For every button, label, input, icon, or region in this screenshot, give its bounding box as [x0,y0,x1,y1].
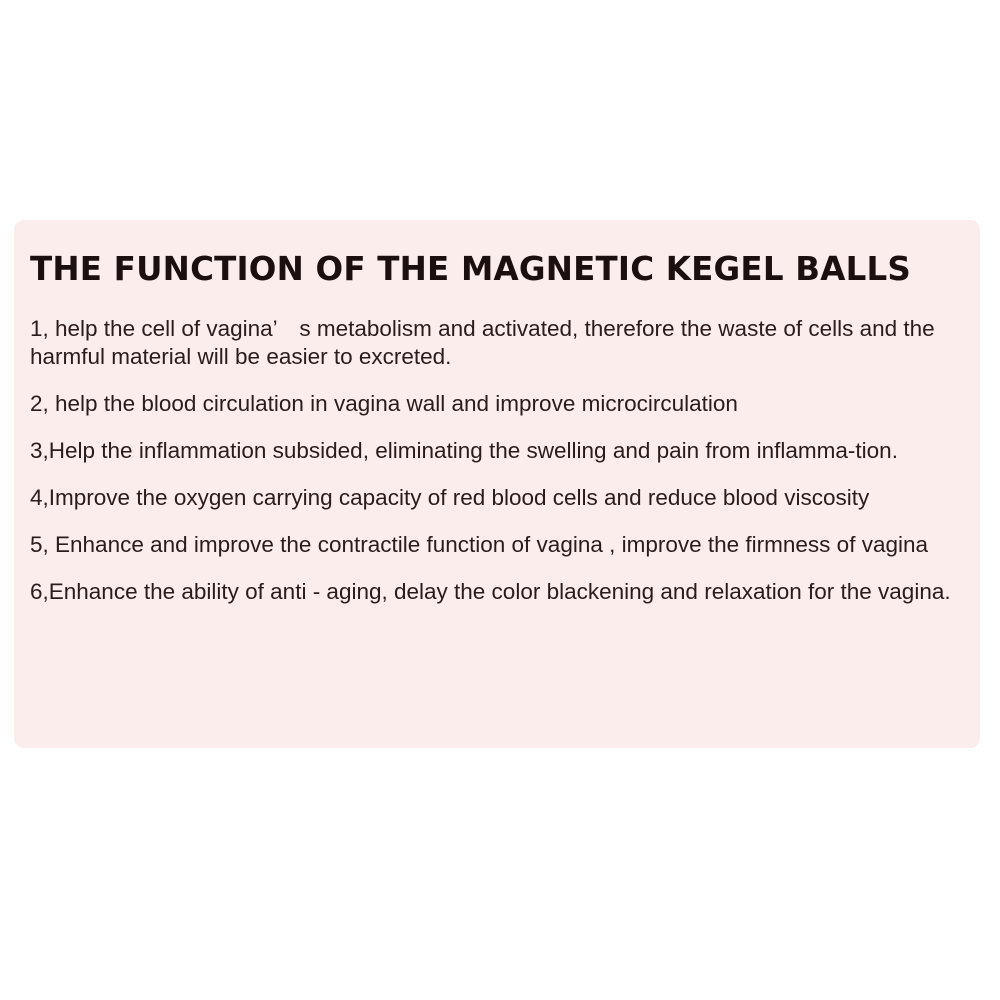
function-item-2: 2, help the blood circulation in vagina wall and improve microcirculation [30,391,738,416]
function-item-3: 3,Help the inflammation subsided, eliminating the swelling and pain from inflamma-tion. [30,438,898,463]
function-item-5: 5, Enhance and improve the contractile function of vagina , improve the firmness of vagina [30,532,929,557]
card-title: THE FUNCTION OF THE MAGNETIC KEGEL BALLS [30,250,911,288]
function-list [30,315,966,606]
function-card [14,220,980,748]
function-item-6: 6,Enhance the ability of anti - aging, delay the color blackening and relaxation for the vagina. [30,579,951,604]
function-item-4: 4,Improve the oxygen carrying capacity of red blood cells and reduce blood viscosity [30,485,870,510]
function-item-1: 1, help the cell of vagina’ s metabolism and activated, therefore the waste of cells and the harmful material will be easier to excreted. [30,316,935,369]
